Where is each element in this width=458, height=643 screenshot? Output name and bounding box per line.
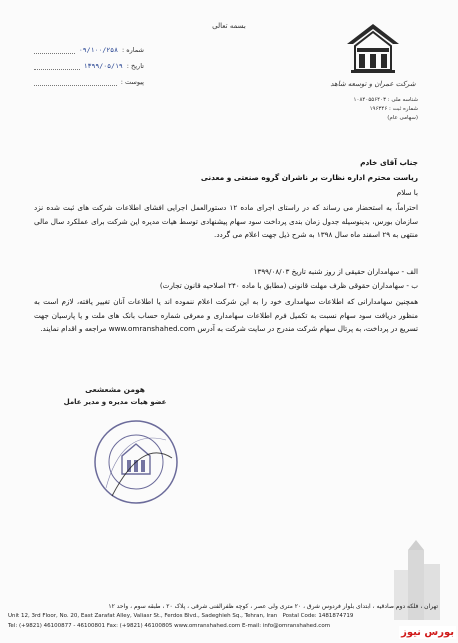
recipient-position: ریاست محترم اداره نظارت بر ناشران گروه صنعتی و معدنی bbox=[200, 173, 418, 182]
signature-block bbox=[60, 385, 170, 406]
number-value: ۰۹/۱۰۰/۲۵۸ bbox=[78, 46, 118, 54]
company-name: شرکت عمران و توسعه شاهد bbox=[330, 80, 416, 88]
footer-contact-en: Tel: (+9821) 46100877 - 46100801 Fax: (+9821) 46100805 www.omranshahed.com E-mail: info@omranshahed.com bbox=[8, 623, 331, 629]
item-individual-shareholders: الف - سهامداران حقیقی از روز شنبه تاریخ ۱۳۹۹/۰۸/۰۳ bbox=[253, 267, 418, 276]
footer-address-fa: تهران ، فلکه دوم صادقیه ، ابتدای بلوار فردوس شرق ، ۲۰ متری ولی عصر ، کوچه ظفرالفنی شرقی ، پلاک ۲۰ ، طبقه سوم ، واحد ۱۲ bbox=[108, 603, 438, 610]
paragraph-instructions: همچنین سهامدارانی که اطلاعات سهامداری خود را به این شرکت اعلام ننموده اند یا اطلاعات آنان تغییر یافته، لازم است به منظور دریافت سود سهام نسبت به تکمیل فرم اطلاعات سهامداری و معرفی شماره حساب بانک های ملت و یا پارسیان جهت تسریع در پرداخت، به پرتال سهام شرکت مندرج در سایت شرکت به آدرس www.omranshahed.com مراجعه و اقدام نمایند. bbox=[34, 297, 418, 333]
dotted-line bbox=[34, 61, 80, 70]
recipient-block bbox=[34, 155, 418, 185]
date-label: تاریخ : bbox=[126, 62, 144, 70]
signatory-title: عضو هیات مدیره و مدیر عامل bbox=[63, 398, 167, 406]
number-label: شماره : bbox=[122, 46, 144, 54]
registration-number: شماره ثبت : ۱۹۶۳۴۶ bbox=[369, 106, 418, 112]
letter-meta bbox=[34, 38, 144, 86]
bismillah-heading: بسمه تعالی bbox=[212, 22, 246, 30]
company-logo bbox=[328, 22, 418, 122]
postal-en: Postal Code: 1481874719 bbox=[282, 613, 354, 619]
item-legal-shareholders: ب - سهامداران حقوقی ظرف مهلت قانونی (مطابق با ماده ۲۴۰ اصلاحیه قانون تجارت) bbox=[159, 280, 418, 290]
house-logo-icon bbox=[343, 22, 403, 78]
dotted-line bbox=[34, 77, 117, 86]
signatory-name: هومن مشعشعی bbox=[85, 385, 145, 394]
recipient-title: جناب آقای خادم bbox=[360, 158, 418, 167]
address-en: Unit 12, 3rd Floor, No. 20, East Zarafat Alley, Valiasr St., Ferdos Blvd., Sadeghieh Sq., Tehran, Iran bbox=[8, 613, 278, 619]
number-row bbox=[34, 38, 144, 54]
national-id: شناسه ملی : ۱۰۸۴۰۵۵۶۴۰۳ bbox=[353, 97, 418, 103]
dotted-line bbox=[34, 45, 75, 54]
date-value: ۱۳۹۹/۰۵/۱۹ bbox=[83, 62, 123, 70]
company-stamp-icon bbox=[92, 418, 180, 506]
footer-address-en bbox=[8, 613, 353, 619]
payment-schedule bbox=[34, 265, 418, 292]
company-ids bbox=[328, 96, 418, 123]
attachment-label: پیوست : bbox=[120, 78, 144, 86]
date-row bbox=[34, 54, 144, 70]
greeting: با سلام bbox=[396, 188, 418, 197]
letter-footer bbox=[0, 595, 458, 643]
paragraph-intro: احتراماً، به استحضار می رساند که در راستای اجرای ماده ۱۲ دستورالعمل اجرایی افشای اطلاعات شرکت های ثبت شده نزد سازمان بورس، بدینوسیله جدول زمان بندی پرداخت سود سهام پیشنهادی توسط هیات مدیره این شرکت برای عملکرد سال مالی منتهی به ۲۹ اسفند ماه سال ۱۳۹۸ به شرح ذیل جهت اعلام می گردد. bbox=[34, 203, 418, 239]
watermark-label: بورس نیوز bbox=[401, 627, 454, 638]
attachment-row bbox=[34, 70, 144, 86]
company-type: (سهامی عام) bbox=[387, 115, 418, 121]
